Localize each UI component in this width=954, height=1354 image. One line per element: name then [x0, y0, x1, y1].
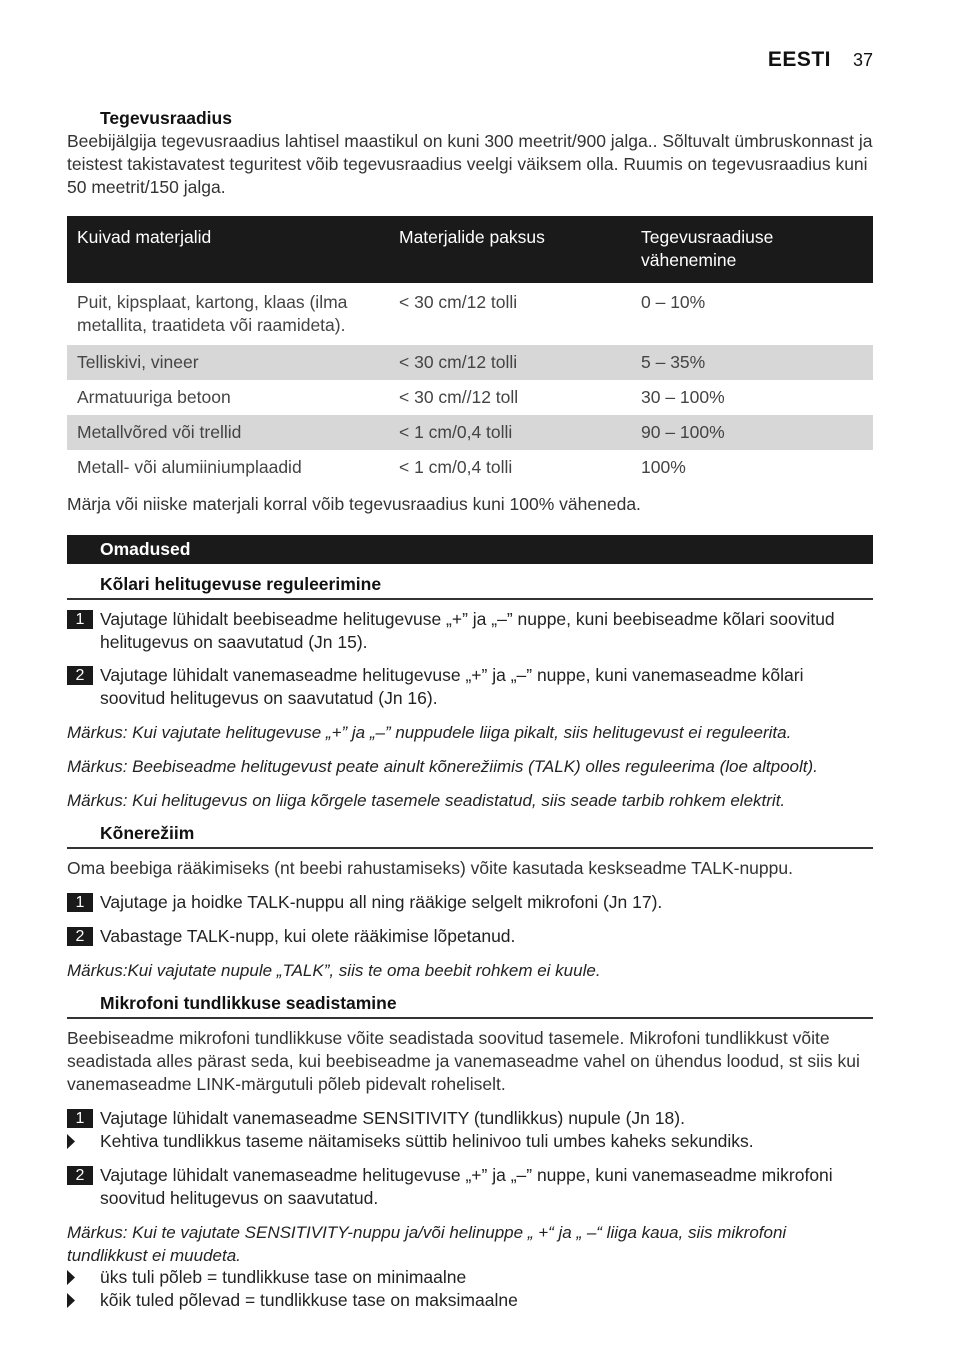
note: Märkus: Kui vajutate helitugevuse „+” ja „–” nuppudele liiga pikalt, siis helitugevust ei reguleerita.	[67, 723, 792, 742]
step-text: Vabastage TALK-nupp, kui olete rääkimise lõpetanud.	[100, 926, 516, 946]
table-cell: 30 – 100%	[641, 387, 725, 407]
step-text: Vajutage lühidalt vanemaseadme helitugevuse „+” ja „–” nuppe, kuni vanemaseadme kõlari soovitud helitugevus on saavutatud (Jn 16).	[100, 665, 804, 708]
result-bullet	[67, 1130, 873, 1154]
table-row	[67, 415, 873, 450]
step-number: 2	[67, 1166, 93, 1185]
note: Märkus:Kui vajutate nupule „TALK”, siis te oma beebit rohkem ei kuule.	[67, 961, 601, 980]
bullet-text: kõik tuled põlevad = tundlikkuse tase on maksimaalne	[100, 1290, 518, 1310]
table-header-cell: Kuivad materjalid	[67, 216, 389, 283]
range-heading: Tegevusraadius	[100, 108, 232, 128]
step-item	[67, 925, 873, 949]
step-text: Vajutage lühidalt vanemaseadme helitugevuse „+” ja „–” nuppe, kuni vanemaseadme mikrofoni soovitud helitugevus on saavutatud.	[100, 1165, 833, 1208]
step-item	[67, 664, 873, 710]
bullet-text: üks tuli põleb = tundlikkuse tase on minimaalne	[100, 1267, 467, 1287]
table-cell: Metall- või alumiiniumplaadid	[77, 457, 302, 477]
table-header-cell: Materjalide paksus	[389, 216, 631, 283]
step-text: Vajutage ja hoidke TALK-nuppu all ning rääkige selgelt mikrofoni (Jn 17).	[100, 892, 663, 912]
step-text: Vajutage lühidalt vanemaseadme SENSITIVITY (tundlikkus) nupule (Jn 18).	[100, 1108, 685, 1128]
step-number: 1	[67, 1109, 93, 1128]
note: Märkus: Kui helitugevus on liiga kõrgele tasemele seadistatud, siis seade tarbib rohkem elektrit.	[67, 791, 786, 810]
table-cell: 0 – 10%	[641, 292, 706, 312]
table-cell: < 30 cm/12 tolli	[389, 345, 631, 380]
table-cell: 5 – 35%	[631, 345, 873, 380]
step-item	[67, 608, 873, 654]
table-row	[67, 450, 873, 485]
table-header-row	[67, 216, 873, 283]
table-cell: < 30 cm//12 toll	[399, 387, 519, 407]
table-cell: 100%	[641, 457, 686, 477]
section-bar-features	[67, 535, 873, 564]
table-cell: < 30 cm/12 tolli	[399, 292, 518, 312]
range-paragraph: Beebijälgija tegevusraadius lahtisel maastikul on kuni 300 meetrit/900 jalga.. Sõltuvalt ümbruskonnast ja teistest takistavatest teguritest võib tegevusraadius veelgi väiksem olla. Ruumis on tegevusraadius kuni 50 meetrit/150 jalga.	[67, 131, 873, 197]
section-title: Omadused	[100, 539, 191, 559]
step-item	[67, 891, 873, 915]
step-item	[67, 1107, 873, 1131]
table-cell: < 1 cm/0,4 tolli	[399, 457, 513, 477]
language-label: EESTI	[767, 48, 831, 71]
divider	[67, 1017, 873, 1019]
table-row	[67, 283, 873, 345]
step-number: 1	[67, 610, 93, 629]
range-table	[67, 216, 873, 485]
table-cell: Metallvõred või trellid	[67, 415, 389, 450]
triangle-bullet-icon	[67, 1270, 75, 1285]
divider	[67, 598, 873, 600]
bullet-text: Kehtiva tundlikkus taseme näitamiseks süttib helinivoo tuli umbes kaheks sekundiks.	[100, 1131, 754, 1151]
list-item	[67, 1266, 873, 1290]
page-number: 37	[852, 50, 873, 70]
table-header-cell: Tegevusraadiuse vähenemine	[631, 216, 873, 283]
table-cell: < 1 cm/0,4 tolli	[389, 415, 631, 450]
step-text: Vajutage lühidalt beebiseadme helitugevuse „+” ja „–” nuppe, kuni beebiseadme kõlari soovitud helitugevus on saavutatud (Jn 15).	[100, 609, 835, 652]
triangle-bullet-icon	[67, 1293, 75, 1308]
table-row	[67, 345, 873, 380]
mic-sensitivity-heading: Mikrofoni tundlikkuse seadistamine	[100, 993, 397, 1013]
list-item	[67, 1289, 873, 1313]
step-number: 2	[67, 927, 93, 946]
mic-sensitivity-paragraph: Beebiseadme mikrofoni tundlikkuse võite seadistada soovitud tasemele. Mikrofoni tundlikkust võite seadistada alles pärast seda, kui beebiseadme ja vanemaseadme vahel on ühendus loodud, st siis kui vanemaseadme LINK-märgutuli põleb pidevalt roheliselt.	[67, 1028, 860, 1094]
talk-mode-paragraph: Oma beebiga rääkimiseks (nt beebi rahustamiseks) võite kasutada keskseadme TALK-nuppu.	[67, 858, 793, 878]
after-table-text: Märja või niiske materjali korral võib tegevusraadius kuni 100% väheneda.	[67, 494, 641, 514]
speaker-volume-heading: Kõlari helitugevuse reguleerimine	[100, 574, 382, 594]
table-cell: Puit, kipsplaat, kartong, klaas (ilma metallita, traatideta või raamideta).	[77, 292, 348, 335]
talk-mode-heading: Kõnerežiim	[100, 823, 195, 843]
table-cell: 90 – 100%	[631, 415, 873, 450]
step-item	[67, 1164, 873, 1210]
step-number: 1	[67, 893, 93, 912]
note: Märkus: Beebiseadme helitugevust peate ainult kõnerežiimis (TALK) olles reguleerima (loe altpoolt).	[67, 757, 818, 776]
note: Märkus: Kui te vajutate SENSITIVITY-nuppu ja/või helinuppe „ +“ ja „ –“ liiga kaua, siis mikrofoni tundlikkust ei muudeta.	[67, 1223, 787, 1265]
table-row	[67, 380, 873, 415]
divider	[67, 847, 873, 849]
step-number: 2	[67, 666, 93, 685]
table-cell: Armatuuriga betoon	[77, 387, 231, 407]
table-cell: Telliskivi, vineer	[67, 345, 389, 380]
triangle-bullet-icon	[67, 1134, 75, 1149]
